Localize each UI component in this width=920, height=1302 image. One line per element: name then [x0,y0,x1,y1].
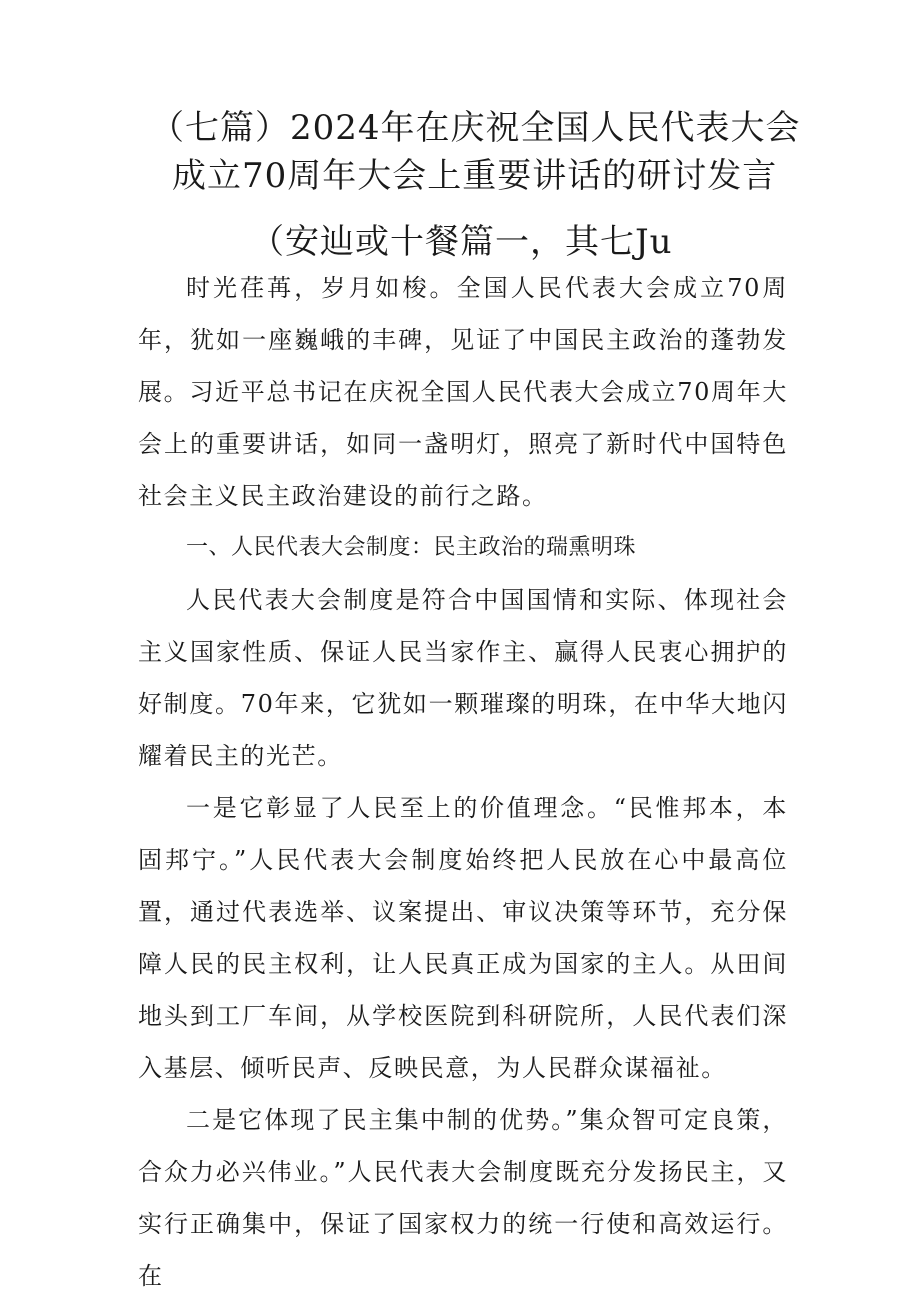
body-paragraph: 二是它体现了民主集中制的优势。”集众智可定良策，合众力必兴伟业。”人民代表大会制度既充分发扬民主，又实行正确集中，保证了国家权力的统一行使和高效运行。在 [138,1106,788,1290]
section-heading: 一、人民代表大会制度：民主政治的瑞熏明珠 [186,535,637,560]
body-paragraph: 人民代表大会制度是符合中国国情和实际、体现社会主义国家性质、保证人民当家作主、赢得人民衷心拥护的好制度。70年来，它犹如一颗璀璨的明珠，在中华大地闪耀着民主的光芒。 [138,586,788,770]
document-title-line-1: （七篇）2024年在庆祝全国人民代表大会 [150,108,801,148]
document-body [138,262,788,1302]
body-paragraph: 一是它彰显了人民至上的价值理念。“民惟邦本，本固邦宁。”人民代表大会制度始终把人民放在心中最高位置，通过代表选举、议案提出、审议决策等环节，充分保障人民的民主权利，让人民真正成为国家的主人。从田间地头到工厂车间，从学校医院到科研院所，人民代表们深入基层、倾听民声、反映民意，为人民群众谋福祉。 [138,794,788,1082]
document-subtitle: （安辿或十餐篇一，其七Ju [250,222,673,262]
intro-paragraph: 时光荏苒，岁月如梭。全国人民代表大会成立70周年，犹如一座巍峨的丰碑，见证了中国民主政治的蓬勃发展。习近平总书记在庆祝全国人民代表大会成立70周年大会上的重要讲话，如同一盏明灯，照亮了新时代中国特色社会主义民主政治建设的前行之路。 [138,274,788,510]
document-title-line-2: 成立70周年大会上重要讲话的研讨发言 [172,156,778,196]
